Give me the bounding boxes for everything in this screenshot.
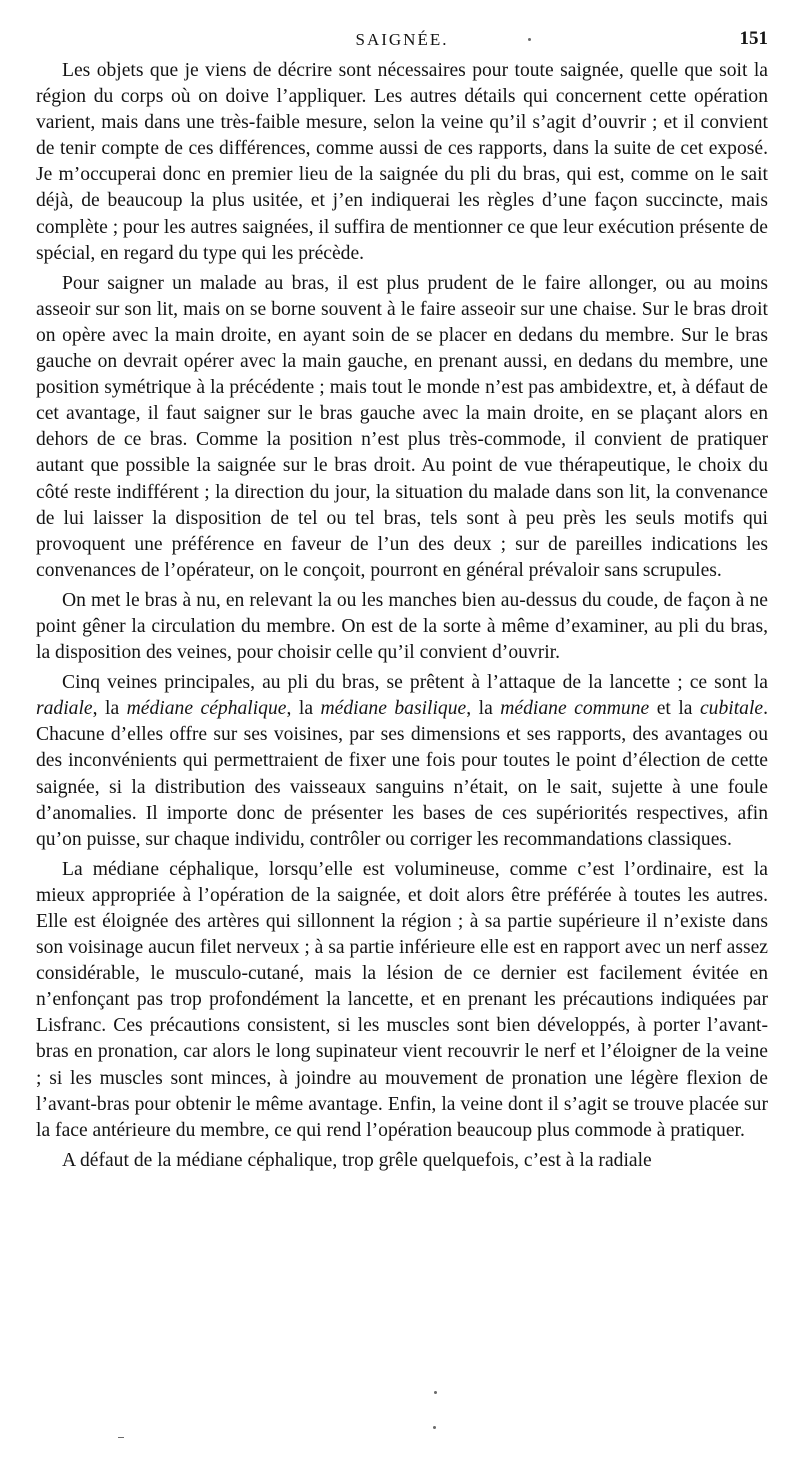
print-speck xyxy=(118,1437,124,1438)
text-span: , la xyxy=(286,698,321,720)
running-head xyxy=(36,30,768,58)
vein-term: médiane basilique xyxy=(320,698,467,720)
paragraph-five-veins xyxy=(36,670,768,853)
vein-term: radiale xyxy=(36,698,93,720)
paragraph-median-cephalic: La médiane céphalique, lorsqu’elle est volumineuse, comme c’est l’ordinaire, est la mieux appropriée à l’opération de la saignée, et doit alors être préférée à toutes les autres. Elle est éloignée des artères qui sillonnent la région ; à sa partie supérieure il n’existe dans son voisinage aucun filet nerveux ; à sa partie inférieure elle est en rapport avec un nerf assez considérable, le musculo-cutané, mais la lésion de ce dernier est facilement évitée en n’enfonçant pas trop profondément la lancette, et en prenant les précautions indiquées par Lisfranc. Ces précautions consistent, si les muscles sont bien développés, à porter l’avant-bras en pronation, car alors le long supinateur vient recouvrir le nerf et l’éloigner de la veine ; si les muscles sont minces, à joindre au mouvement de pronation une légère flexion de l’avant-bras pour obtenir le même avantage. Enfin, la veine dont il s’agit se trouve placée sur la face antérieure du membre, ce qui rend l’opération beaucoup plus commode à pratiquer. xyxy=(36,858,768,1141)
text-span: , la xyxy=(92,698,127,720)
print-speck xyxy=(433,1426,436,1429)
paragraph-continuation: A défaut de la médiane céphalique, trop grêle quelquefois, c’est à la radiale xyxy=(62,1149,652,1171)
running-title: SAIGNÉE. xyxy=(355,30,449,49)
text-span: et la xyxy=(649,698,700,720)
text-span: , la xyxy=(466,698,501,720)
paragraph-materials: Les objets que je viens de décrire sont nécessaires pour toute saignée, quelle que soit la région du corps où on doive l’appliquer. Les autres détails qui concernent cette opération varient, mais dans une très-faible mesure, selon la veine qu’il s’agit d’ouvrir ; et il convient de tenir compte de ces différences, comme aussi de ces rapports, dans la suite de cet exposé. Je m’occuperai donc en premier lieu de la saignée du pli du bras, qui est, comme on le sait déjà, de beaucoup la plus usitée, et j’en indiquerai les règles d’une façon succincte, mais complète ; pour les autres saignées, il suffira de mentionner ce que leur exécution présente de spécial, en regard du type qui les précède. xyxy=(36,60,768,264)
print-speck xyxy=(434,1391,437,1394)
vein-term: médiane commune xyxy=(500,698,650,720)
text-span: Cinq veines principales, au pli du bras, se prêtent à l’attaque de la lancette ; ce sont la xyxy=(62,672,768,694)
paragraph-exposing-arm: On met le bras à nu, en relevant la ou les manches bien au-dessus du coude, de façon à ne point gêner la circulation du membre. On est de la sorte à même d’examiner, au pli du bras, la disposition des veines, pour choisir celle qu’il convient d’ouvrir. xyxy=(36,589,768,664)
print-speck xyxy=(528,38,531,41)
paragraph-positioning: Pour saigner un malade au bras, il est plus prudent de le faire allonger, ou au moins asseoir sur son lit, mais on se borne souvent à le faire asseoir sur une chaise. Sur le bras droit on opère avec la main droite, en ayant soin de se placer en dedans du membre. Sur le bras gauche on devrait opérer avec la main gauche, en prenant aussi, en dedans du membre, une position symétrique à la précédente ; mais tout le monde n’est pas ambidextre, et, à défaut de cet avantage, il faut saigner sur le bras gauche avec la main droite, en se plaçant alors en dehors de ce bras. Comme la position n’est plus très-commode, il convient de pratiquer autant que possible la saignée sur le bras droit. Au point de vue thérapeutique, le choix du côté reste indifférent ; la direction du jour, la situation du malade dans son lit, la convenance de lui laisser la disposition de tel ou tel bras, tels sont à peu près les seuls motifs qui provoquent une préférence en faveur de l’un des deux ; sur de pareilles indications les convenances de l’opérateur, on le conçoit, pourront en général prévaloir sans scrupules. xyxy=(36,272,768,581)
page-number: 151 xyxy=(739,28,768,49)
vein-term: cubitale xyxy=(699,698,764,720)
text-span: . Chacune d’elles offre sur ses voisines, par ses dimensions et ses rapports, des avantages ou des inconvénients qui permettraient de fixer une fois pour toutes le point d’élection de cette saignée, si la distribution des vaisseaux sanguins n’était, on le sait, sujette à une foule d’anomalies. Il importe donc de présenter les bases de ces supériorités respectives, afin qu’on puisse, sur chaque individu, contrôler ou corriger les recommandations classiques. xyxy=(36,698,768,850)
vein-term: médiane céphalique xyxy=(126,698,287,720)
body-text xyxy=(36,58,768,1178)
